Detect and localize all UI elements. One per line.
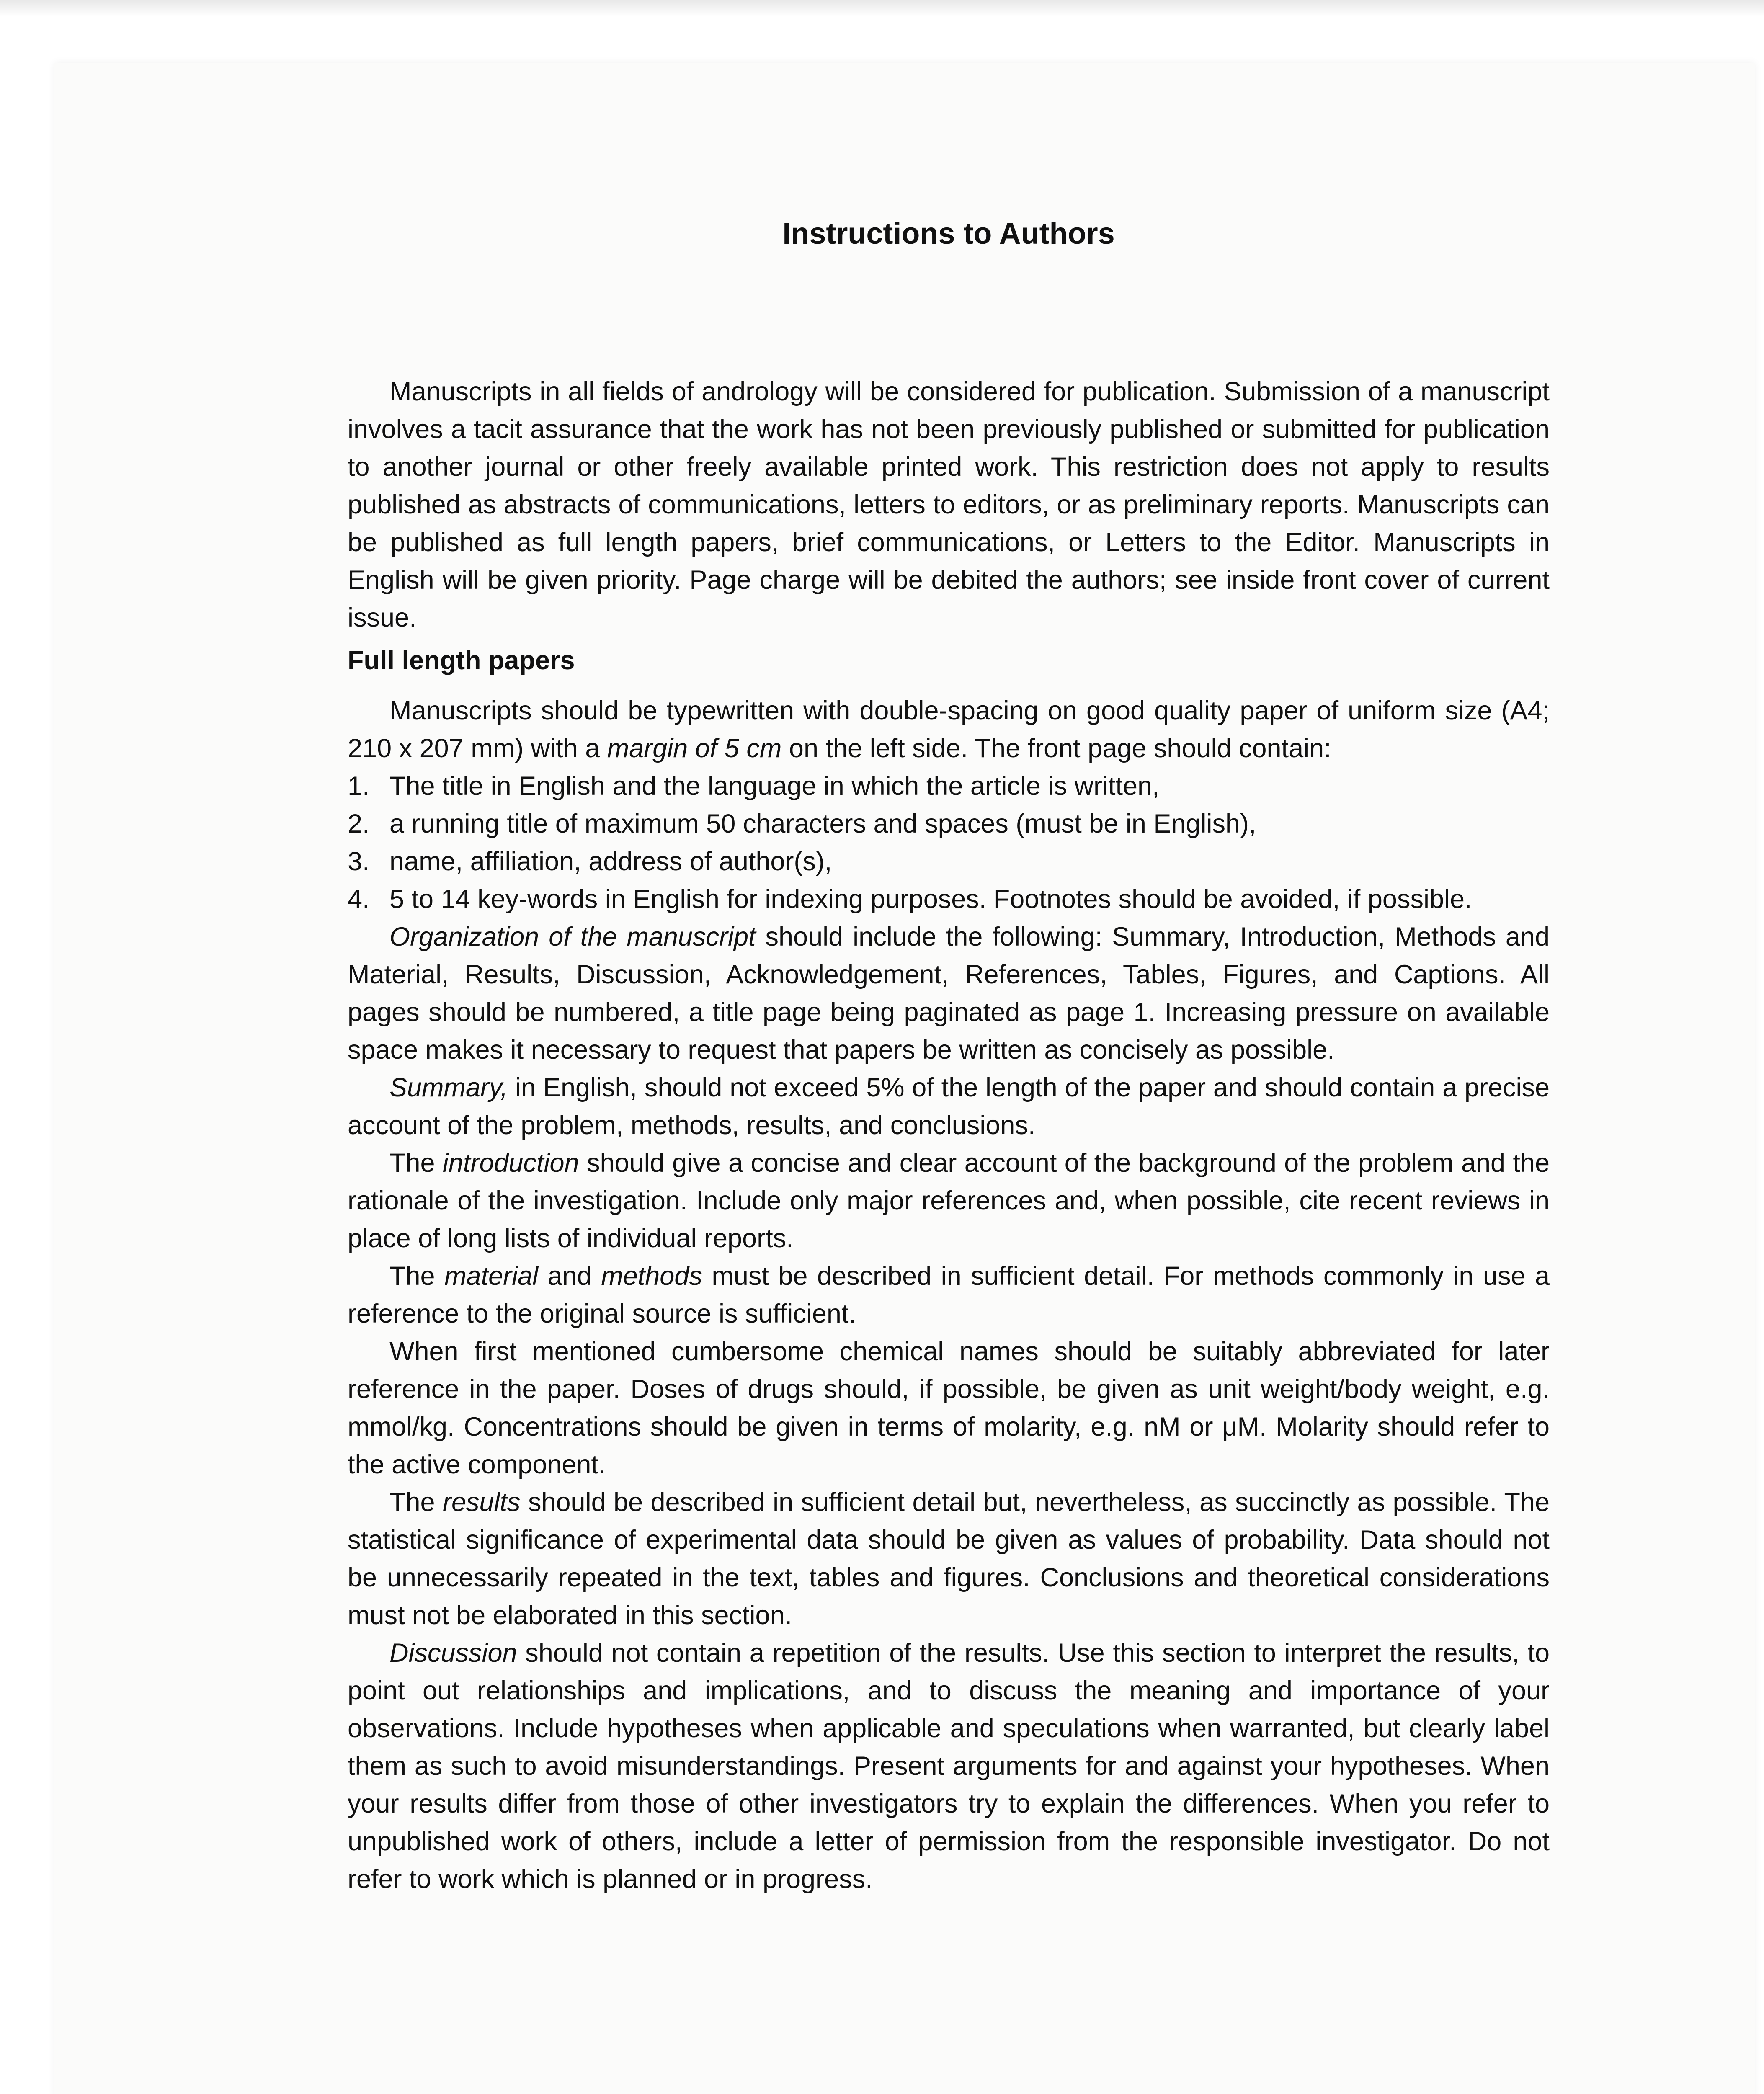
- list-item-number: 3.: [348, 847, 370, 876]
- list-item-number: 1.: [348, 771, 370, 801]
- list-item-text: a running title of maximum 50 characters and spaces (must be in English),: [389, 809, 1256, 838]
- list-item-text: The title in English and the language in which the article is written,: [389, 771, 1160, 801]
- list-item-text: 5 to 14 key-words in English for indexing purposes. Footnotes should be avoided, if possible.: [389, 885, 1472, 914]
- discussion-italic: Discussion: [389, 1638, 517, 1668]
- material-methods-text: must be described in sufficient detail. For methods commonly in use a reference to the original source is sufficient.: [348, 1261, 1550, 1328]
- list-item-text: name, affiliation, address of author(s),: [389, 847, 832, 876]
- introduction-paragraph: [348, 1144, 1550, 1257]
- introduction-text: should give a concise and clear account of the background of the problem and the rationale of the investigation. Include only major references and, when possible, cite recent reviews in place of long lists of individual reports.: [348, 1148, 1550, 1253]
- introduction-italic: introduction: [442, 1148, 579, 1178]
- methods-italic: methods: [601, 1261, 702, 1291]
- typewritten-pre: Manuscripts should be typewritten with double-spacing on good quality paper of uniform size (A4; 210 x 207 mm) with a: [348, 696, 1550, 763]
- summary-paragraph: [348, 1069, 1550, 1144]
- chemical-names-paragraph: When first mentioned cumbersome chemical names should be suitably abbreviated for later reference in the paper. Doses of drugs should, if possible, be given as unit weight/body weight, e.g. mmol/kg. Concentrations should be given in terms of molarity, e.g. nM or μM. Molarity should refer to the active component.: [348, 1337, 1550, 1479]
- scan-edge: [0, 0, 1764, 17]
- material-methods-paragraph: [348, 1257, 1550, 1333]
- material-italic: material: [444, 1261, 539, 1291]
- section-heading-full-length-papers: Full length papers: [348, 646, 575, 675]
- list-item: [348, 880, 1550, 918]
- results-italic: results: [442, 1488, 521, 1517]
- results-text: should be described in sufficient detail but, nevertheless, as succinctly as possible. The statistical significance of experimental data should be given as values of probability. Data should not be unnecessarily repeated in the text, tables and figures. Conclusions and theoretical considerations must not be elaborated in this section.: [348, 1488, 1550, 1630]
- typewritten-italic: margin of 5 cm: [607, 734, 782, 763]
- results-pre: The: [389, 1488, 443, 1517]
- discussion-paragraph: [348, 1634, 1550, 1898]
- summary-text: in English, should not exceed 5% of the length of the paper and should contain a precise account of the problem, methods, results, and conclusions.: [348, 1073, 1550, 1140]
- typewritten-post: on the left side. The front page should contain:: [781, 734, 1331, 763]
- page-title: Instructions to Authors: [782, 217, 1115, 250]
- list-item: [348, 767, 1550, 805]
- list-item: [348, 805, 1550, 843]
- summary-italic: Summary,: [389, 1073, 508, 1102]
- results-paragraph: [348, 1483, 1550, 1634]
- list-item-number: 4.: [348, 885, 370, 914]
- introduction-pre: The: [389, 1148, 443, 1178]
- material-methods-mid: and: [538, 1261, 601, 1291]
- typewritten-paragraph: [348, 692, 1550, 767]
- discussion-text: should not contain a repetition of the results. Use this section to interpret the results, to point out relationships and implications, and to discuss the meaning and importance of your observations. Include hypotheses when applicable and speculations when warranted, but clearly label them as such to avoid misunderstandings. Present arguments for and against your hypotheses. When your results differ from those of other investigators try to explain the differences. When you refer to unpublished work of others, include a letter of permission from the responsible investigator. Do not refer to work which is planned or in progress.: [348, 1638, 1550, 1894]
- intro-paragraph: Manuscripts in all fields of andrology will be considered for publication. Submission of a manuscript involves a tacit assurance that the work has not been previously published or submitted for publication to another journal or other freely available printed work. This restriction does not apply to results published as abstracts of communications, letters to editors, or as preliminary reports. Manuscripts can be published as full length papers, brief communications, or Letters to the Editor. Manuscripts in English will be given priority. Page charge will be debited the authors; see inside front cover of current issue.: [348, 377, 1550, 632]
- material-methods-pre: The: [389, 1261, 445, 1291]
- organization-paragraph: [348, 918, 1550, 1069]
- front-page-list: [348, 767, 1550, 918]
- list-item-number: 2.: [348, 809, 370, 838]
- body-text: [348, 373, 1550, 1898]
- list-item: [348, 843, 1550, 880]
- organization-text: should include the following: Summary, Introduction, Methods and Material, Results, Discussion, Acknowledgement, References, Tables, Figures, and Captions. All pages should be numbered, a title page being paginated as page 1. Increasing pressure on available space makes it necessary to request that papers be written as concisely as possible.: [348, 922, 1550, 1065]
- organization-italic: Organization of the manuscript: [389, 922, 756, 952]
- document-page: [54, 63, 1755, 2094]
